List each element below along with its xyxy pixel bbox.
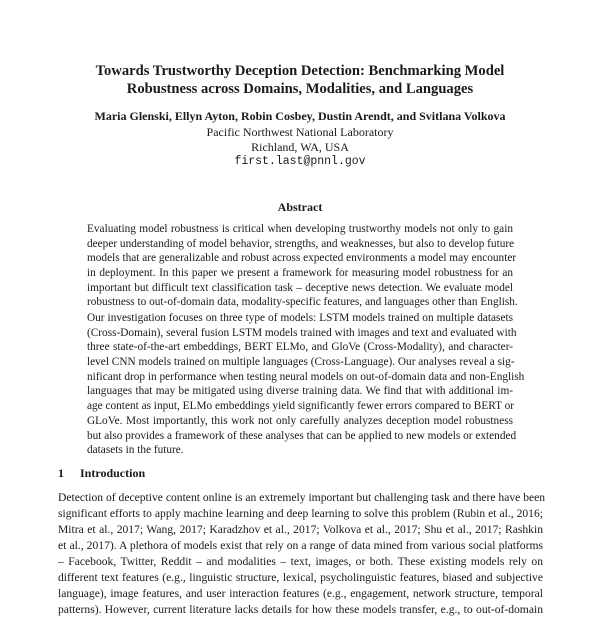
text-line: level CNN models trained on multiple languages (Cross-Language). Our analyses reveal a sig- [87,356,515,369]
text-line: important but difficult text classification task – deceptive news detection. We evaluate model [87,281,513,294]
introduction-paragraph [58,490,546,618]
location: Richland, WA, USA [251,140,349,154]
text-line: significant efforts to apply machine learning and deep learning to solve this problem (Rubin et al., 2016; [58,507,543,520]
paper-title-line-1: Towards Trustworthy Deception Detection: Benchmarking Model [95,63,505,79]
text-line: models that are generalizable and robust across expected environments a model may encounter [87,252,517,265]
text-line: nificant drop in performance when testing neural models on out-of-domain data and non-English [87,370,525,383]
text-line: robustness to out-of-domain data, modality-specific features, and languages other than English. [87,296,518,309]
text-line: Detection of deceptive content online is an extremely important but challenging task and there have been [58,491,546,504]
text-line: (Cross-Domain), several fusion LSTM models trained with images and text and evaluated with [87,326,517,339]
section-heading [58,466,145,481]
affiliation: Pacific Northwest National Laboratory [206,125,394,139]
text-line: – Facebook, Twitter, Reddit – and modalities – text, images, or both. These existing models rely on [58,555,543,568]
text-line: et al., 2017). A plethora of models exist that rely on a range of data mined from various social platforms [58,539,543,552]
text-line: patterns). However, current literature lacks details for how these models transfer, e.g., to out-of-domain [58,603,543,616]
text-line: three state-of-the-art embeddings, BERT ELMo, and GloVe (Cross-Modality), and character- [87,341,513,354]
abstract-heading: Abstract [277,200,323,214]
section-title: Introduction [80,466,146,480]
text-line: age content as input, ELMo embeddings yield significantly fewer errors compared to BERT or [87,400,515,413]
authors: Maria Glenski, Ellyn Ayton, Robin Cosbey, Dustin Arendt, and Svitlana Volkova [94,109,506,123]
paper-title-line-2: Robustness across Domains, Modalities, and Languages [126,81,474,97]
text-line: Our investigation focuses on three type of models: LSTM models trained on multiple datasets [87,312,513,324]
abstract-paragraph-1 [87,222,518,310]
abstract-paragraph-2 [87,311,525,458]
text-line: GLoVe. Most importantly, this work not only carefully analyzes deception model robustness [87,414,513,427]
text-line: but also provides a framework of these analyses that can be applied to new models or extended [87,429,517,442]
text-line: languages that may be mitigated using diverse training data. We find that with additional im- [87,385,513,398]
text-line: language), image features, and user interaction features (e.g., engagement, network structure, temporal [58,587,543,600]
text-line: deeper understanding of model behavior, strengths, and weaknesses, but also to develop future [87,237,515,250]
text-line: datasets in the future. [87,444,184,457]
text-line: different text features (e.g., linguistic structure, lexical, psycholinguistic features, biased and subjective [58,571,543,584]
email: first.last@pnnl.gov [234,155,366,168]
section-number: 1 [58,466,64,480]
text-line: in deployment. In this paper we present a framework for measuring model robustness for an [87,267,513,280]
text-line: Mitra et al., 2017; Wang, 2017; Karadzhov et al., 2017; Volkova et al., 2017; Shu et al., 2017; Rashkin [58,523,543,536]
text-line: Evaluating model robustness is critical when developing trustworthy models not only to gain [87,223,513,235]
